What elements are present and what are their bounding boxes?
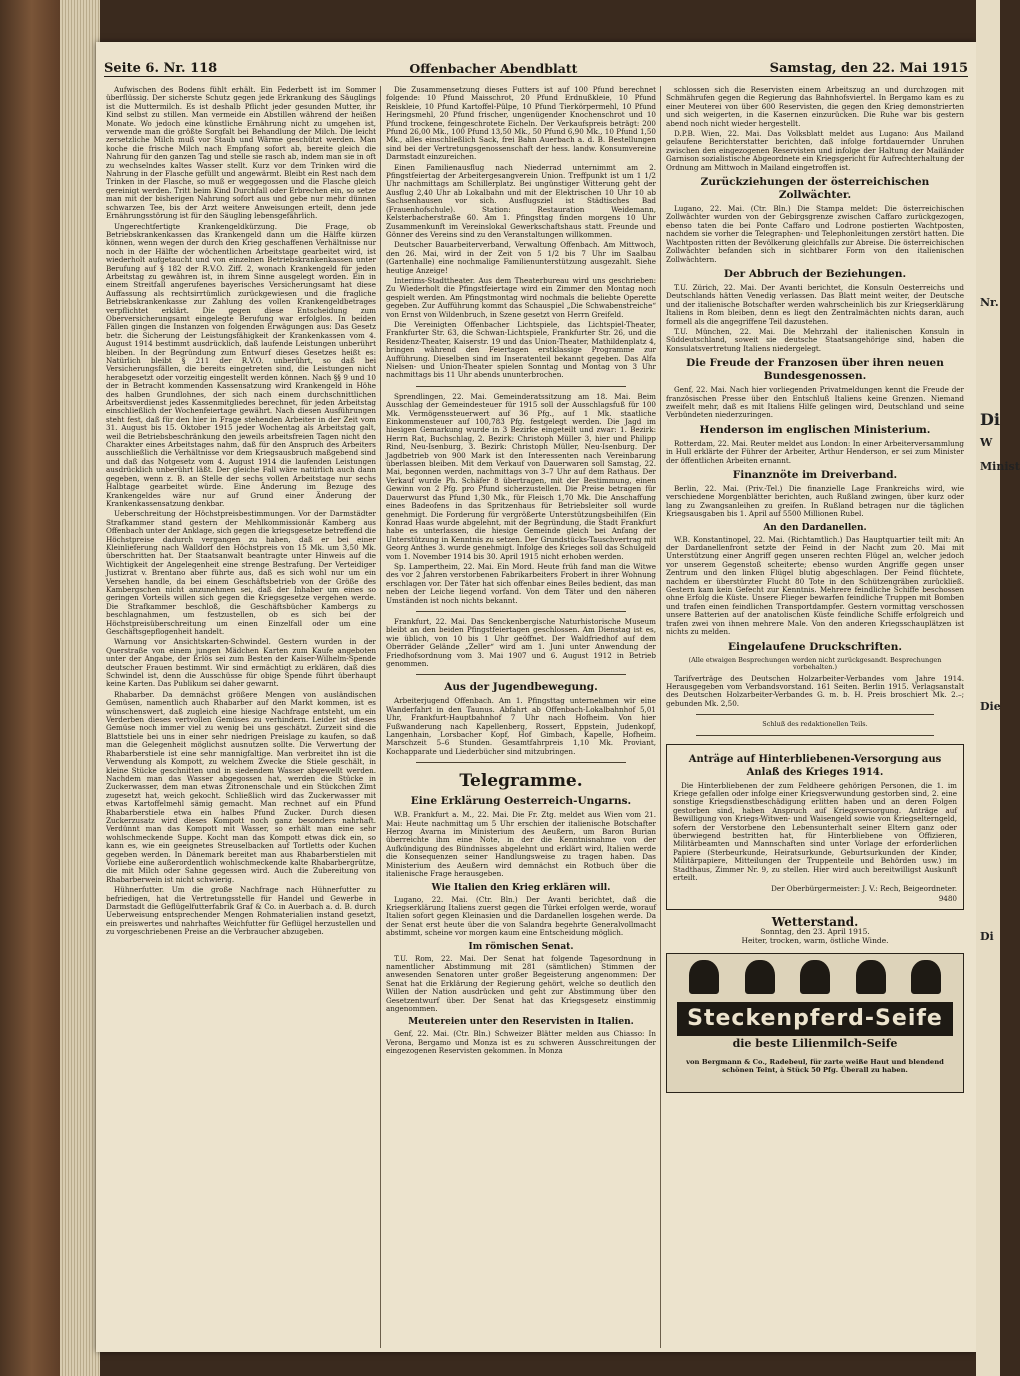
- section-heading: Aus der Jugendbewegung.: [444, 681, 598, 694]
- article-text: Sprendlingen, 22. Mai. Gemeinderatssitzung am 18. Mai. Beim Ausschlag der Gemeindesteuer für 1915 soll der Ausschlagsfuß für 100 Mk. Vermögenssteuerwert auf 36 Pfg., auf 1 Mk. staatliche Einkommensteuer auf 100,783 Pfg. festgelegt werden. Die Jagd im hiesigen Gemarkung wurde in 3 Bezirke eingeteilt und zwar: 1. Bezirk: Herrn Rat, Buchschlag, 2. Bezirk: Christoph Müller 3, hier und Philipp Rind, Neu-Isenburg, 3. Bezirk: Christoph Müller, Neu-Isenburg. Der Jagdbetrieb von 900 Mark ist den Interessenten nach Vereinbarung überlassen bleiben. Mit dem Verkauf von Dauerwaren soll Samstag, 22. Mai, begonnen werden, nachmittags von 3–7 Uhr auf dem Rathaus. Der Verkauf wurde Ph. Schäfer 8 übertragen, mit der Bestimmung, einen Gewinn von 2 Pfg. pro Pfund sicherzustellen. Die Preise betragen für Dauerwurst das Pfund 1,30 Mk., für Fleisch 1,70 Mk. Die Anschaffung eines Badeofens in das Spritzenhaus für Betriebsleiter soll wurde genehmigt. Die Forderung für vergrößerte Unterstützungsbeihilfen (Ein Konrad Haas wurde abgelehnt, mit der Begründung, die Stadt Frankfurt habe es unterlassen, die hiesige Gemeinde gleich bei Anfang der Unterstützung in Kenntnis zu setzen. Der Grundstücks-Tauschvertrag mit Georg Anthes 3. wurde genehmigt. Infolge des Krieges soll das Schulgeld vom 1. November 1914 bis 30. April 1915 nicht erhoben werden.: [386, 391, 656, 561]
- section-heading: Zurückziehungen der österreichischen Zollwächter.: [700, 176, 930, 202]
- section-heading: Wie Italien den Krieg erklären will.: [431, 882, 611, 893]
- article-text: W.B. Frankfurt a. M., 22. Mai. Die Fr. Ztg. meldet aus Wien vom 21. Mai: Heute nachmittag um 5 Uhr erschien der italienische Botschafter Herzog Avarna im Ministerium des Aeußern, um Baron Burian überreichte ihm eine Note, in der die Kenntnisnahme von der Aufkündigung des Bündnisses abgelehnt und erklärt wird, Italien werde die Konsequenzen seiner Handlungsweise zu tragen haben. Das Ministerium des Aeußern wird demnächst ein Rotbuch über die italienische Frage herausgeben.: [386, 810, 656, 879]
- column-1: [106, 86, 376, 1348]
- ad-subtitle: die beste Lilienmilch-Seife: [732, 1036, 898, 1050]
- article-text: T.U. Rom, 22. Mai. Der Senat hat folgende Tagesordnung in namentlicher Abstimmung mit 281 (sämtlichen) Stimmen der anwesenden Senatoren unter großer Begeisterung angenommen: Der Senat hat die Erklärung der Regierung gehört, welche so deutlich den Willen der Nation ausdrücken und geht zur Abstimmung über den Gesetzentwurf über. Der Senat hat das Kriegsgesetz einstimmig angenommen.: [386, 953, 656, 1013]
- horse-heads-illustration: [689, 960, 941, 996]
- article-text: T.U. Zürich, 22. Mai. Der Avanti berichtet, die Konsuln Oesterreichs und Deutschlands hätten Venedig verlassen. Das Blatt meint weiter, der Deutsche und der italienische Botschafter werden wahrscheinlich bis zur Kriegserklärung Italiens in Rom bleiben, denn es liegt den Zentralmächten nichts daran, auch formell als die angegriffene Teil dazustehen.: [666, 282, 964, 326]
- notice-signature: Der Oberbürgermeister: J. V.: Rech, Beigeordneter.: [771, 883, 957, 893]
- column-rule: [660, 86, 661, 1348]
- divider: [416, 762, 626, 763]
- adjacent-text: Die: [980, 700, 1001, 713]
- article-text: Warnung vor Ansichtskarten-Schwindel. Gestern wurden in der Querstraße von einem jungen Mädchen Karten zum Kaufe angeboten unter der Angabe, der Erlös sei zum Besten der Kaiser-Wilhelm-Spende deutscher Frauen bestimmt. Wir sind ermächtigt zu erklären, daß dies Schwindel ist, denn die Ausschüsse für obige Spende führt überhaupt keine Karten. Das Publikum sei daher gewarnt.: [106, 637, 376, 689]
- divider: [416, 386, 626, 387]
- article-text: Hühnerfutter. Um die große Nachfrage nach Hühnerfutter zu befriedigen, hat die Vertretungsstelle für Handel und Gewerbe in Darmstadt die Geflügelfutterfabrik Graf & Co. in Auerbach a. d. B. durch Ueberweisung entsprechender Mengen Rohmaterialien instand gesetzt, ein preiswertes und nahrhaftes Weichfutter für Geflügel herzustellen und zu vorgeschriebenen Preise an die Verbraucher abzugeben.: [106, 885, 376, 937]
- weather-report: [666, 915, 964, 945]
- telegrams-heading: Telegramme.: [459, 771, 583, 792]
- article-text: Interims-Stadttheater. Aus dem Theaterbureau wird uns geschrieben: Zu Wiederholt die Pfingstfeiertage wird ein Zimmer den Montag noch gespielt werden. Am Pfingstmontag wird nochmals die beliebte Operette gegeben. Zur Aufführung kommt das Schauspiel „Die Schwabenstreiche“ von Ernst von Wildenbruch, in Szene gesetzt von Herrn Greifeld.: [386, 275, 656, 319]
- adjacent-text: Minist: [980, 460, 1020, 473]
- article-text: Die Vereinigten Offenbacher Lichtspiele, das Lichtspiel-Theater, Frankfurter Str. 63, die Schwan-Lichtspiele, Frankfurter Str. 26, und die Residenz-Theater, Kaiserstr. 19 und das Union-Theater, Mathildenplatz 4, bringen während den Feiertagen erstklassige Programme zur Aufführung. Dieselben sind im Inseratenteil bekannt gegeben. Das Alfa Nielsen- und Union-Theater spielen Sonntag und Montag von 3 Uhr nachmittags bis 11 Uhr abends ununterbrochen.: [386, 319, 656, 380]
- article-text: Lugano, 22. Mai. (Ctr. Bln.) Der Avanti berichtet, daß die Kriegserklärung Italiens zuerst gegen die Türkei erfolgen werde, worauf Italien sofort gegen Kleinasien und die Dardanellen losgehen werde. Da der Senat erst heute über die von Salandra begehrte Generalvollmacht abstimmt, scheine vor morgen kaum eine Entscheidung möglich.: [386, 894, 656, 938]
- weather-text: Heiter, trocken, warm, östliche Winde.: [741, 935, 889, 945]
- page-edges: [60, 0, 100, 1376]
- official-notice-box: [666, 744, 964, 911]
- section-heading: Der Abbruch der Beziehungen.: [723, 267, 907, 280]
- adjacent-text: Nr.: [980, 296, 999, 309]
- editorial-end-note: Schluß des redaktionellen Teils.: [762, 720, 868, 729]
- article-text: Deutscher Bauarbeiterverband, Verwaltung Offenbach. Am Mittwoch, den 26. Mai, wird in der Zeit von 5 1/2 bis 7 Uhr im Saalbau (Gartenhalle) eine nochmalige Familienunterstützung ausgezahlt. Siehe heutige Anzeige!: [386, 240, 656, 275]
- section-heading: Eingelaufene Druckschriften.: [728, 640, 902, 653]
- article-text: schlossen sich die Reservisten einem Arbeitszug an und durchzogen mit Schmährufen gegen die Regierung das Bahnhofsviertel. In Bergamo kam es zu einer Meuterei von über 600 Reservisten, die gegen den Krieg demonstrierten und sich weigerten, in die Kasernen einzurücken. Die Ruhe war bis gestern abend noch nicht wieder hergestellt.: [666, 85, 964, 128]
- divider: [416, 611, 626, 612]
- column-rule: [380, 86, 381, 1348]
- notice-text: Die Hinterbliebenen der zum Feldheere gehörigen Personen, die 1. im Kriege gefallen oder infolge einer Kriegsverwundung gestorben sind, 2. eine sonstige Kriegsdienstbeschädigung erlitten haben und an deren Folgen gestorben sind, haben Anspruch auf Kriegsversorgung. Anträge auf Bewilligung von Kriegs-Witwen- und Waisengeld sowie von Kriegselterngeld, sofern der Verstorbene den Lebensunterhalt seiner Eltern ganz oder überwiegend bestritten hat, für Hinterbliebene von Offizieren, Militärbeamten und Mannschaften sind unter Vorlage der erforderlichen Papiere (Sterbeurkunde, Heiratsurkunde, Geburtsurkunden der Kinder, Militärpapiere, Mitteilungen der Truppenteile und Behörden usw.) im Stadthaus, Zimmer Nr. 9, zu stellen. Hier wird auch bereitwilligst Auskunft erteilt.: [673, 780, 957, 883]
- notice-heading: Anträge auf Hinterbliebenen-Versorgung aus Anlaß des Krieges 1914.: [688, 753, 942, 778]
- newspaper-title: Offenbacher Abendblatt: [409, 61, 578, 76]
- article-text: Berlin, 22. Mai. (Priv.-Tel.) Die finanzielle Lage Frankreichs wird, wie verschiedene Morgenblätter berichten, auch Rußland zwingen, über kurz oder lang zu Zwangsanleihen zu greifen. In Rußland betragen nur die täglichen Kriegsausgaben bis 1. April auf 5500 Millionen Rubel.: [666, 484, 964, 519]
- article-text: Arbeiterjugend Offenbach. Am 1. Pfingsttag unternehmen wir eine Wanderfahrt in den Taunus. Abfahrt ab Offenbach-Lokalbahnhof 5,01 Uhr, Frankfurt-Hauptbahnhof 7 Uhr nach Hofheim. Von hier Fußwanderung nach Kapellenberg, Rossert, Eppstein, Judenkopf, Langenhain, Lorsbacher Kopf, Hof Gimbach, Kapelle, Hofheim. Marschzeit 5–6 Stunden. Gesamtfahrpreis 1,10 Mk. Proviant, Kochapparate und Liederbücher sind mitzubringen.: [386, 696, 656, 756]
- section-heading: Meutereien unter den Reservisten in Italien.: [408, 1017, 634, 1028]
- newspaper-page: [96, 42, 976, 1352]
- article-text: Rhabarber. Da demnächst größere Mengen von ausländischen Gemüsen, namentlich auch Rhabarber auf den Markt kommen, ist es wünschenswert, daß zugleich eine hiesige Nachfrage entsteht, um ein Verderben dieses vertvollen Gemüses zu verhindern. Leider ist dieses Gemüse noch immer viel zu wenig bei uns geschätzt. Zurzeit sind die Blattstiele bei uns in einer sehr niedrigen Preislage zu kaufen, so daß man die Gelegenheit möglichst ausnutzen sollte. Die Verwertung der Rhabarberstiele ist eine sehr mannigfaltige. Man verbreitet ihn ist die Verwendung als Kompott, zu welchem Zwecke die Stiele geschält, in kleine Stücke geschnitten und in siedendem Wasser abgewellt werden. Nachdem man das Wasser abgegossen hat, werden die Stücke in Zuckerwasser, dem man etwas Zitronenschale und ein Stückchen Zimt zugesetzt hat, weich gekocht. Schließlich wird das Zuckerwasser mit etwas Kartoffelmehl sämig gemacht. Man rechnet auf ein Pfund Rhabarberstiele etwa ein halbes Pfund Zucker. Durch diesen Zuckerzusatz wird dieses Kompott noch ganz besonders nahrhaft. Verdünnt man das Kompott mit Wasser, so erhält man eine sehr wohlschmeckende Suppe. Kocht man das Kompott etwas dick ein, so kann es, wie ein geeignetes Streuselbacken auf Tortletts oder Kuchen gegeben werden. In Dänemark bereitet man aus Rhabarberstielen mit Vorliebe eine außerordentlich wohlschmeckende kalte Rhabarbergrütze, die mit Milch oder Sahne gegessen wird. Auch die Zubereitung von Rhabarberwein ist nicht schwierig.: [106, 689, 376, 884]
- article-text: Rotterdam, 22. Mai. Reuter meldet aus London: In einer Arbeiterversammlung in Hull erklärte der Führer der Arbeiter, Arthur Henderson, er sei zum Minister der öffentlichen Arbeiten ernannt.: [666, 438, 964, 465]
- adjacent-text: Di: [980, 930, 994, 943]
- section-heading: An den Dardanellen.: [763, 522, 867, 533]
- article-text: Aufwischen des Bodens fühlt erhält. Ein Federbett ist im Sommer überflüssig. Der sicherste Schutz gegen jede Erkrankung des Säuglings ist die Muttermilch. Es ist deshalb Pflicht jeder gesunden Mutter, ihr Kind selbst zu stillen. Man vermeide ein Abstillen während der heißen Monate. Wo jedoch eine künstliche Ernährung nicht zu umgehen ist, verwende man die größte Sorgfalt bei Behandlung der Milch. Die leicht zersetzliche Milch muß vor Staub und Wärme geschützt werden. Man koche die frische Milch nach Empfang sofort ab, bereite gleich die Nahrung für den ganzen Tag und stelle sie rasch ab, indem man sie in oft zu wechselndes kaltes Wasser stellt. Kurz vor dem Trinken wird die Nahrung in der Flasche gefüllt und angewärmt. Bleibt ein Rest nach dem Trinken in der Flasche, so muß er weggegossen und die Flasche gleich gereinigt werden. Tritt beim Kind Durchfall oder Erbrechen ein, so setze man mit der bisherigen Nahrung sofort aus und gebe nur mehr dünnen schwarzen Tee, bis der Arzt weitere Anweisungen erteilt, denn jede Ernährungsstörung ist für den Säugling lebensgefährlich.: [106, 85, 376, 221]
- notice-subtitle: (Alle etwaigen Besprechungen werden nicht zurückgesandt. Besprechungen vorbehalten.): [688, 655, 942, 671]
- section-heading: Die Freude der Franzosen über ihren neuen Bundesgenossen.: [686, 357, 944, 383]
- issue-date: Samstag, den 22. Mai 1915: [769, 61, 968, 76]
- soap-advertisement: [666, 953, 964, 1093]
- divider: [696, 735, 934, 736]
- adjacent-page-strip: [976, 0, 1020, 1376]
- section-heading: Im römischen Senat.: [468, 941, 574, 952]
- article-text: D.P.B. Wien, 22. Mai. Das Volksblatt meldet aus Lugano: Aus Mailand gelaufene Berichterstatter berichten, daß infolge fortdauernder Unruhen zwischen den eingezogenen Reservisten und infolge der Haltung der Mailänder Garnison sozialistische Abgeordnete ein Kriegsgericht für Aufrechterhaltung der Ordnung am Mittwoch in Mailand eingetroffen ist.: [666, 129, 964, 172]
- section-heading: Henderson im englischen Ministerium.: [699, 423, 931, 436]
- section-heading: Finanznöte im Dreiverband.: [732, 469, 898, 481]
- article-text: Frankfurt, 22. Mai. Das Senckenbergische Naturhistorische Museum bleibt an den beiden Pfingstfeiertagen geschlossen. Am Dienstag ist es, wie üblich, von 10 bis 1 Uhr geöffnet. Der Waldfriedhof auf dem Oberräder Gelände „Zeller“ wird am 1. Juni unter Anwendung der Friedhofsordnung vom 3. Mai 1907 und 6. August 1912 in Betrieb genommen.: [386, 616, 656, 668]
- weather-heading: Wetterstand.: [771, 915, 859, 930]
- article-text: Tarifverträge des Deutschen Holzarbeiter-Verbandes vom Jahre 1914. Herausgegeben vom Verbandsvorstand. 161 Seiten. Berlin 1915. Verlagsanstalt des Deutschen Holzarbeiter-Verbandes G. m. b. H. Preis broschiert Mk. 2.–; gebunden Mk. 2,50.: [666, 673, 964, 708]
- adjacent-text: W: [980, 436, 993, 449]
- ad-brand: Steckenpferd-Seife: [677, 1002, 953, 1036]
- masthead: [104, 54, 968, 77]
- page-number: Seite 6. Nr. 118: [104, 61, 218, 76]
- column-3: [666, 86, 964, 1348]
- article-text: Genf, 22. Mai. (Ctr. Bln.) Schweizer Blätter melden aus Chiasso: In Verona, Bergamo und Monza ist es zu schweren Ausschreitungen der eingezogenen Reservisten gekommen. In Monza: [386, 1029, 656, 1056]
- article-text: Lugano, 22. Mai. (Ctr. Bln.) Die Stampa meldet: Die österreichischen Zollwächter wurden von der Gebirgsgrenze zwischen Caffaro zurückgezogen, ebenso taten die bei Ponte Caffaro und Lodrone postierten Wachtposten, nachdem sie vorher die Telegraphen- und Telephonleitungen zerstört hatten. Die Wachtposten ritten der Bevölkerung gleichfalls zur Abreise. Die österreichischen Zollwächter befanden sich in sichtbarer Form von den italienischen Zollwächtern.: [666, 204, 964, 264]
- ad-footer: von Bergmann & Co., Radebeul, für zarte weiße Haut und blendend schönen Teint, à Stück 50 Pfg. Überall zu haben.: [686, 1057, 944, 1074]
- article-text: Genf, 22. Mai. Nach hier vorliegenden Privatmeldungen kennt die Freude der französischen Presse über den Entschluß Italiens keine Grenzen. Niemand zweifelt mehr, daß es mit Italiens Hilfe gelingen wird, Deutschland und seine Verbündeten niederzuringen.: [666, 385, 964, 420]
- column-2: [386, 86, 656, 1348]
- divider: [696, 714, 934, 715]
- adjacent-text: Di: [980, 410, 1000, 429]
- weather-date: Sonntag, den 23. April 1915.: [760, 926, 870, 936]
- article-text: Ueberschreitung der Höchstpreisbestimmungen. Vor der Darmstädter Strafkammer stand gestern der Mehlkommissionär Kamberg aus Offenbach unter der Anklage, sich gegen die kriegsgesetze betreffend die Höchstpreise dadurch vergangen zu haben, daß er bei einer Kleinlieferung nach Walldorf den Höchstpreis von 15 Mk. um 3,50 Mk. überschritten hat. Der Staatsanwalt beantragte unter Hinweis auf die Wichtigkeit der Angelegenheit eine strenge Bestrafung. Der Verteidiger Justizrat v. Brentano aber führte aus, daß es sich wohl nur um ein Versehen handle, da bei einem Geschäftsbetrieb von der Größe des Kambergschen nicht anzunehmen sei, daß der Inhaber um eines so geringen Vorteils willen sich gegen die Kriegsgesetze vergehen werde. Die Strafkammer beschloß, die Geschäftsbücher Kambergs zu beschlagnahmen, um festzustellen, ob es sich bei der Höchstpreisüberschreitung um einen Einzelfall oder um eine Geschäftsgepflogenheit handelt.: [106, 509, 376, 636]
- article-text: Ungerechtfertigte Krankengeldkürzung. Die Frage, ob Betriebskrankenkassen das Krankengeld dann um die Hälfte kürzen können, wenn wegen der durch den Krieg geschaffenen Verhältnisse nur noch in der Hälfte der wöchentlichen Arbeitstage gearbeitet wird, ist wiederholt aufgetaucht und von einzelnen Betriebskrankenkassen unter Berufung auf § 182 der R.V.O. Ziff. 2, wonach Krankengeld für jeden Arbeitstag zu gewähren ist, in ihrem Sinne ausgelegt worden. Ein in einem Streitfall angerufenes bayerisches Versicherungsamt hat diese Auffassung als rechtsirrtümlich zurückgewiesen und die fragliche Betriebskrankenkasse zur Zahlung des vollen Krankengeldbetrages verpflichtet erklärt. Die gegen diese Entscheidung zum Oberversicherungsamt eingelegte Berufung war erfolglos. In beiden Fällen gingen die Instanzen von folgenden Erwägungen aus: Das Gesetz betr. die Sicherung der Leistungsfähigkeit der Krankenkassen vom 4. August 1914 bestimmt ausdrücklich, daß laufende Leistungen unberührt bleiben. In der Begründung zum Entwurf dieses Gesetzes heißt es: Natürlich bleibt § 211 der R.V.O. unberührt, so daß bei Versicherungsfällen, die bereits eingetreten sind, die Leistungen nicht herabgesetzt oder vorzeitig eingestellt werden können. Nach §§ 9 und 10 der in Betracht kommenden Kassensatzung wird Krankengeld in Höhe des halben Grundlohnes, der sich nach einem durchschnittlichen Arbeitsverdienst jedes Kassenmitgliedes berechnet, für jeden Arbeitstag einschließlich der Wochenfeiertage gewährt. Nach diesen Ausführungen steht fest, daß für den hier in Frage stehenden Arbeiter in der Zeit vom 31. August bis 15. Oktober 1915 jeder Wochentag als Arbeitstag galt, weil die Betriebsbeschränkung den jeweils arbeitsfreien Tagen nicht den Charakter eines Arbeitstages nahm, daß für den Anspruch des Arbeiters ausschließlich die Verhältnisse vor dem Kriegsausbruch maßgebend sind und daß das Notgesetz vom 4. August 1914 die laufenden Leistungen ausdrücklich unberührt läßt. Der gleiche Fall wäre natürlich auch dann gegeben, wenn z. B. an Stelle der sechs vollen Arbeitstage nur sechs Halbtage gearbeitet würde. Eine Änderung im Bezuge des Krankengeldes wäre nur auf Grund einer Änderung der Krankenkassensatzung denkbar.: [106, 221, 376, 508]
- article-text: Die Zusammensetzung dieses Futters ist auf 100 Pfund berechnet folgende: 10 Pfund Maisschrot, 20 Pfund Erdnußkleie, 10 Pfund Reiskleie, 10 Pfund Kartoffel-Pülpe, 10 Pfund Tierkörpermehl, 10 Pfund Heringsmehl, 20 Pfund frischer, ungenügender Knochenschrot und 10 Pfund trockene, feingeschrotete Eicheln. Der Verkaufspreis beträgt: 200 Pfund 26,00 Mk., 100 Pfund 13,50 Mk., 50 Pfund 6,90 Mk., 10 Pfund 1,50 Mk., alles einschließlich Sack, frei Bahn Auerbach a. d. B. Bestellungen sind bei der Vertretungsgenossenschaft der hess. landw. Konsumvereine Darmstadt einzureichen.: [386, 85, 656, 162]
- section-heading: Eine Erklärung Oesterreich-Ungarns.: [410, 795, 632, 808]
- article-text: Sp. Lampertheim, 22. Mai. Ein Mord. Heute früh fand man die Witwe des vor 2 Jahren verstorbenen Fabrikarbeiters Frobert in ihrer Wohnung erschlagen vor. Der Täter hat sich offenbar eines Beiles bedient, das man neben der Leiche liegend vorfand. Von dem Täter und den näheren Umständen ist noch nichts bekannt.: [386, 561, 656, 605]
- article-text: Einen Familienausflug nach Niederrad unternimmt am 2. Pfingstfeiertag der Arbeitergesangverein Union. Treffpunkt ist um 1 1/2 Uhr nachmittags am Schillerplatz. Bei ungünstiger Witterung geht der Ausflug 2,40 Uhr ab Lokalbahn und mit der Elektrischen 10 Uhr 10 ab Sachsenhausen vor sich. Ausflugsziel ist Städtisches Bad (Frauenhofschule). Station: Restauration Weidemann, Kelsterbacherstraße 60. Am 1. Pfingsttag finden morgens 10 Uhr Zusammenkunft im Vereinslokal Gewerkschaftshaus statt. Freunde und Gönner des Vereins sind zu den Veranstaltungen willkommen.: [386, 162, 656, 239]
- article-text: T.U. München, 22. Mai. Die Mehrzahl der italienischen Konsuln in Süddeutschland, soweit sie deutsche Staatsangehörige sind, haben die Konsulatsvertretung Italiens niedergelegt.: [666, 326, 964, 353]
- article-text: W.B. Konstantinopel, 22. Mai. (Richtamtlich.) Das Hauptquartier teilt mit: An der Dardanellenfront setzte der Feind in der Nacht zum 20. Mai mit Unterstützung einer Angriff gegen unseren rechten Flügel an, welcher jedoch vor unserem Gegenstoß scheiterte; ebenso wurden Angriffe gegen unser Zentrum und den linken Flügel blutig abgeschlagen. Der Feind flüchtete, nachdem er überstürzter Flucht 80 Tote in den Schützengräben zurückließ. Gestern kam kein Gefecht zur Kenntnis. Mehrere feindliche Schiffe beschossen ohne Erfolg die Küste. Unsere Flieger bewarfen feindliche Truppen mit Bomben und trafen einen feindlichen Transportdampfer. Gestern vormittag verschossen unsere Batterien auf der anatolischen Küste feindliche Schiffe erfolgreich und trafen zwei von ihnen mehrere Male. Von den anderen Kriegsschauplätzen ist nichts zu melden.: [666, 534, 964, 637]
- notice-number: 9480: [938, 893, 957, 903]
- divider: [416, 674, 626, 675]
